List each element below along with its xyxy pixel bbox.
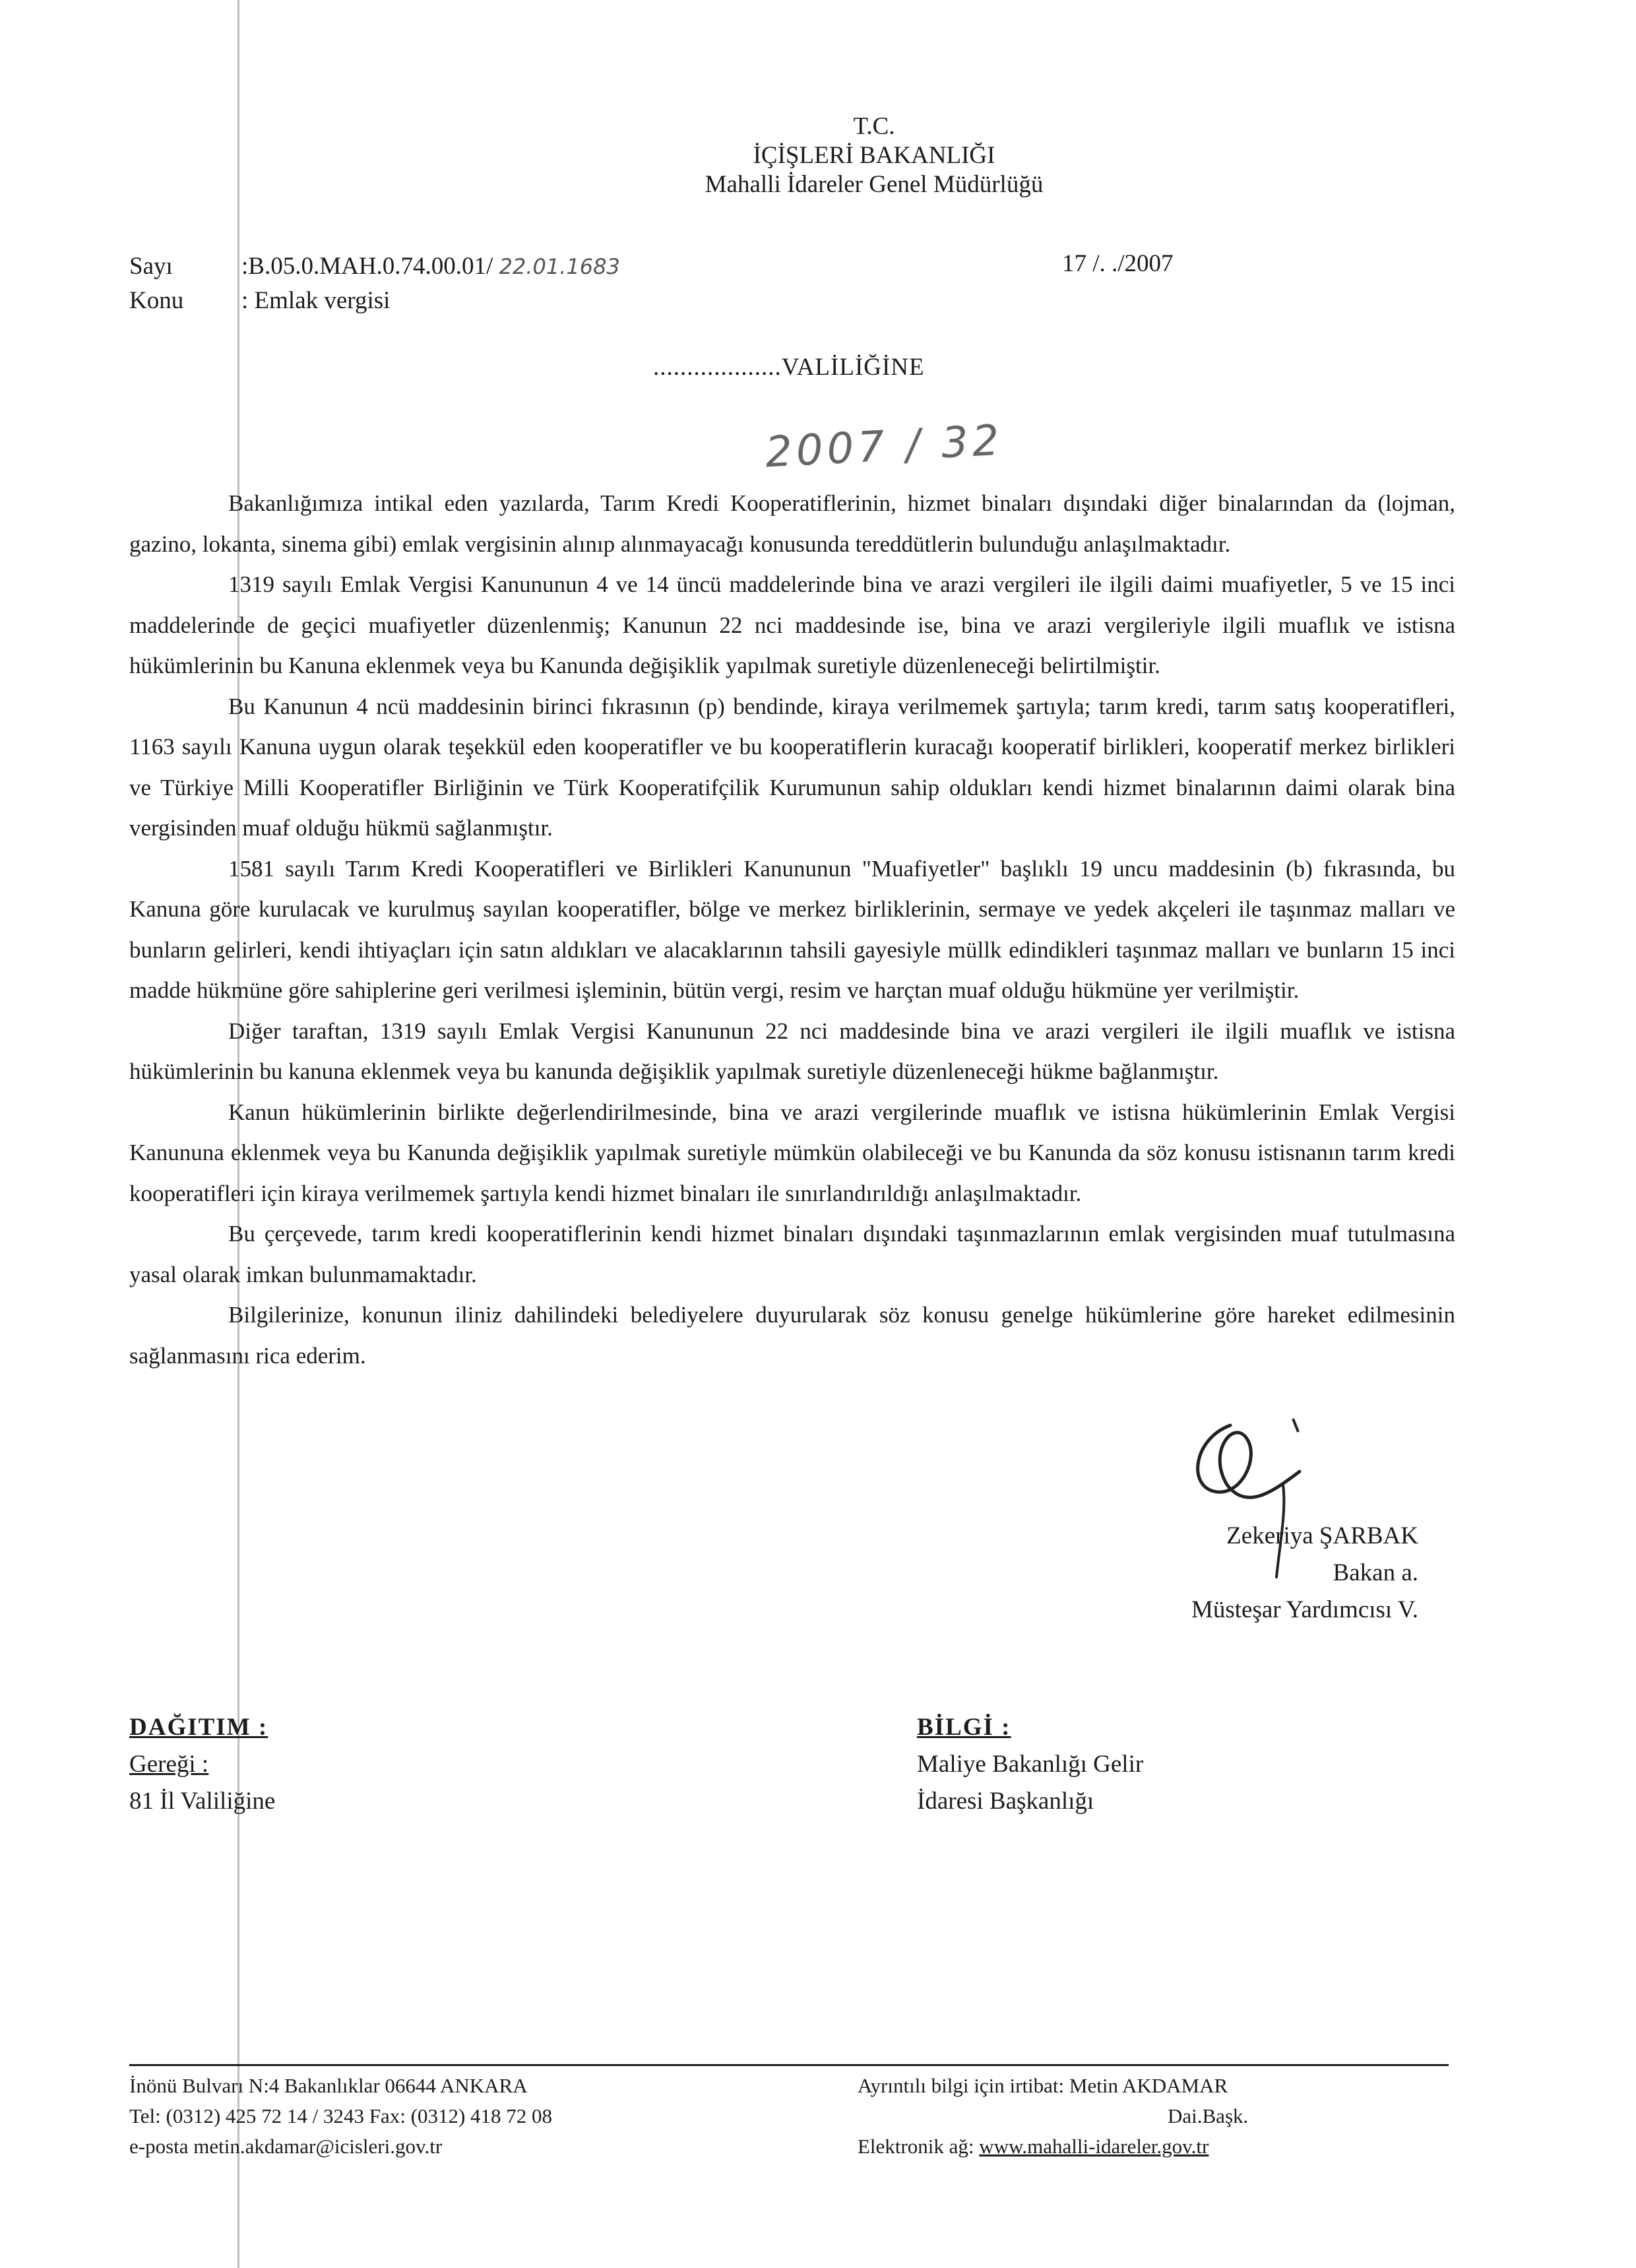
footer-email[interactable]: e-posta metin.akdamar@icisleri.gov.tr <box>129 2135 443 2158</box>
footer-divider <box>129 2064 1449 2066</box>
letter-body <box>129 483 1455 1376</box>
paragraph: 1319 sayılı Emlak Vergisi Kanununun 4 ve 14 üncü maddelerinde bina ve arazi vergileri ile ilgili daimi muafiyetler, 5 ve 15 inci maddelerinde de geçici muafiyetler düzenlenmiş; Kanunun 22 nci maddesinde ise, bina ve arazi vergileriyle ilgili muaflık ve istisna hükümlerinin bu Kanuna eklenmek veya bu Kanunda değişiklik yapılmak suretiyle düzenleneceği belirtilmiştir. <box>129 571 1455 678</box>
document-date: 17 /. ./2007 <box>1062 250 1174 277</box>
header-directorate: Mahalli İdareler Genel Müdürlüğü <box>705 171 1044 198</box>
paragraph: 1581 sayılı Tarım Kredi Kooperatifleri ve Birlikleri Kanununun "Muafiyetler" başlıklı 19 uncu maddesinin (b) fıkrasında, bu Kanuna göre kurulacak ve kurulmuş sayılan kooperatifler, bölge ve merkez birliklerinin, sermaye ve yedek akçeleri ile taşınmaz malları ve bunların gelirleri, kendi ihtiyaçları için satın aldıkları ve alacaklarının tahsili gayesiyle müllk edindikleri taşınmaz malları ve bunların 15 inci madde hükmüne göre sahiplerine geri verilmesi işleminin, bütün vergi, resim ve harçtan muaf olduğu hükmüne yer verilmiştir. <box>129 855 1455 1003</box>
header-ministry: İÇİŞLERİ BAKANLIĞI <box>753 142 995 169</box>
distribution-heading: DAĞITIM : <box>129 1714 268 1741</box>
sayi-label: Sayı <box>129 253 173 280</box>
paragraph: Bu çerçevede, tarım kredi kooperatiflerinin kendi hizmet binaları dışındaki taşınmazlarının emlak vergisinden muaf tutulmasına yasal olarak imkan bulunmamaktadır. <box>129 1221 1455 1287</box>
reference-block <box>129 249 620 318</box>
footer-contact-title: Dai.Başk. <box>1168 2104 1249 2127</box>
distribution-recipient: 81 İl Valiliğine <box>129 1788 276 1815</box>
signatory-title: Müsteşar Yardımcısı V. <box>1191 1596 1418 1623</box>
info-heading: BİLGİ : <box>917 1714 1011 1741</box>
signatory-role: Bakan a. <box>1333 1559 1418 1586</box>
handwritten-stamp: 2007 / 32 <box>764 416 1005 478</box>
footer-phone: Tel: (0312) 425 72 14 / 3243 Fax: (0312) 418 72 08 <box>129 2104 553 2127</box>
sayi-handwritten: 22.01.1683 <box>499 254 620 279</box>
distribution-block <box>129 1709 275 1820</box>
info-block <box>917 1709 1143 1820</box>
signatory-name: Zekeriya ŞARBAK <box>1226 1522 1418 1549</box>
footer-web-label: Elektronik ağ: <box>858 2135 974 2158</box>
konu-row <box>129 284 620 318</box>
sayi-value: :B.05.0.MAH.0.74.00.01/ <box>241 253 493 280</box>
footer-web-link[interactable]: www.mahalli-idareler.gov.tr <box>979 2135 1209 2158</box>
paragraph: Bu Kanunun 4 ncü maddesinin birinci fıkrasının (p) bendinde, kiraya verilmemek şartıyla; tarım kredi, tarım satış kooperatifleri, 1163 sayılı Kanuna uygun olarak teşekkül eden kooperatifler ve bu kooperatiflerin kuracağı kooperatif birlikleri, kooperatif merkez birlikleri ve Türkiye Milli Kooperatifler Birliğinin ve Türk Kooperatifçilik Kurumunun sahip oldukları kendi hizmet binalarının daimi olarak bina vergisinden muaf olduğu hükmü sağlanmıştır. <box>129 693 1455 841</box>
info-line-1: Maliye Bakanlığı Gelir <box>917 1751 1144 1778</box>
konu-value: : Emlak vergisi <box>241 287 391 314</box>
signature-block <box>1049 1518 1418 1629</box>
footer-web-row <box>858 2131 1248 2162</box>
footer-address: İnönü Bulvarı N:4 Bakanlıklar 06644 ANKARA <box>129 2074 528 2097</box>
info-line-2: İdaresi Başkanlığı <box>917 1788 1094 1815</box>
header-tc: T.C. <box>853 113 895 140</box>
addressee: ...................VALİLİĞİNE <box>653 354 925 381</box>
paragraph: Bakanlığımıza intikal eden yazılarda, Tarım Kredi Kooperatiflerinin, hizmet binaları dışındaki diğer binalarından da (lojman, gazino, lokanta, sinema gibi) emlak vergisinin alınıp alınmayacağı konusunda tereddütlerin bulunduğu anlaşılmaktadır. <box>129 490 1455 557</box>
paragraph: Kanun hükümlerinin birlikte değerlendirilmesinde, bina ve arazi vergilerinde muaflık ve istisna hükümlerinin Emlak Vergisi Kanununa eklenmek veya bu Kanunda değişiklik yapılmak suretiyle mümkün olabileceği ve bu Kanunda da söz konusu istisnanın tarım kredi kooperatifleri için kiraya verilmemek şartıyla kendi hizmet binaları ile sınırlandırıldığı anlaşılmaktadır. <box>129 1099 1455 1206</box>
footer-right <box>858 2071 1248 2162</box>
letterhead <box>0 112 1636 199</box>
sayi-row <box>129 249 620 284</box>
paragraph: Diğer taraftan, 1319 sayılı Emlak Vergisi Kanununun 22 nci maddesinde bina ve arazi vergileri ile ilgili muaflık ve istisna hükümlerinin bu kanuna eklenmek veya bu kanunda değişiklik yapılmak suretiyle düzenleneceği hükme bağlanmıştır. <box>129 1018 1455 1084</box>
distribution-geregi: Gereği : <box>129 1751 209 1778</box>
footer-contact: Ayrıntılı bilgi için irtibat: Metin AKDAMAR <box>858 2074 1228 2097</box>
konu-label: Konu <box>129 287 184 314</box>
footer-left <box>129 2071 552 2162</box>
paragraph: Bilgilerinize, konunun iliniz dahilindeki belediyelere duyurularak söz konusu genelge hükümlerine göre hareket edilmesinin sağlanmasını rica ederim. <box>129 1302 1455 1369</box>
